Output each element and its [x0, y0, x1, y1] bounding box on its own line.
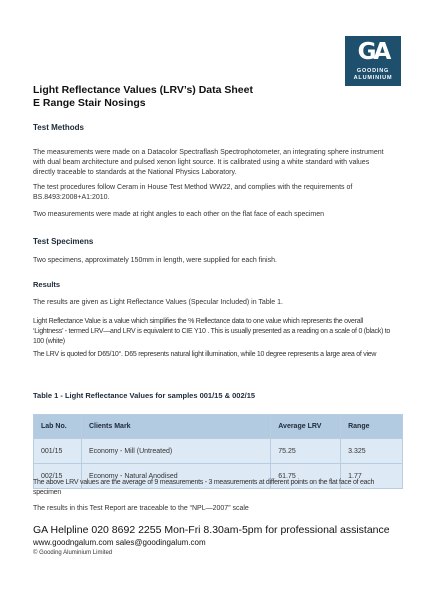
table-caption: Table 1 - Light Reflectance Values for samples 001/15 & 002/15	[33, 391, 256, 400]
cell-clients-mark: Economy - Mill (Untreated)	[81, 439, 270, 464]
cell-clients-mark: Economy - Natural Anodised	[81, 464, 270, 489]
document-subtitle: E Range Stair Nosings	[33, 97, 146, 109]
results-paragraph-3: The LRV is quoted for D65/10°. D65 represents natural light illumination, while 10 degree represents a large area of view	[33, 351, 377, 358]
test-methods-paragraph-3: Two measurements were made at right angles to each other on the flat face of each specimen	[33, 211, 325, 218]
header-range: Range	[341, 415, 403, 439]
logo-word-aluminium: ALUMINIUM	[353, 75, 393, 81]
logo-word-gooding: GOODING	[356, 68, 390, 74]
table-row	[34, 439, 403, 464]
test-methods-heading: Test Methods	[33, 123, 84, 132]
cell-average-lrv: 61.75	[271, 464, 341, 489]
contact-details[interactable]: www.goodngalum.com sales@goodingalum.com	[33, 538, 206, 547]
company-logo	[345, 36, 401, 86]
notes-paragraph-2: The results in this Test Report are traceable to the “NPL—2007” scale	[33, 505, 249, 512]
cell-lab-no: 001/15	[34, 439, 82, 464]
logo-mark: GA	[357, 39, 389, 65]
test-specimens-heading: Test Specimens	[33, 237, 94, 246]
cell-range: 1.77	[341, 464, 403, 489]
results-heading: Results	[33, 280, 61, 289]
header-lab-no: Lab No.	[34, 415, 82, 439]
test-methods-paragraph-2: The test procedures follow Ceram in House Test Method WW22, and complies with the requirements of BS.8493:2008+A1:2010.	[33, 184, 353, 202]
results-paragraph-1: The results are given as Light Reflectance Values (Specular Included) in Table 1.	[33, 299, 283, 306]
cell-average-lrv: 75.25	[271, 439, 341, 464]
test-methods-paragraph-1: The measurements were made on a Datacolor Spectraflash Spectrophotometer, an integrating sphere instrument with dual beam architecture and pulsed xenon light source. It is calibrated using a white standard with values directly traceable to standards at the National Physics Laboratory.	[33, 149, 384, 177]
document-title: Light Reflectance Values (LRV’s) Data Sheet	[33, 84, 253, 96]
cell-lab-no: 002/15	[34, 464, 82, 489]
cell-range: 3.325	[341, 439, 403, 464]
helpline-text: GA Helpline 020 8692 2255 Mon-Fri 8.30am-5pm for professional assistance	[33, 524, 390, 536]
results-paragraph-2: Light Reflectance Value is a value which simplifies the % Reflectance data to one value which represents the overall ‘Lightness’ - termed LRV—and LRV is equivalent to CIE Y10 . This is usually presented as a reading on a scale of 0 (black) to 100 (white)	[33, 318, 391, 346]
table-header-row	[34, 415, 403, 439]
copyright-notice: © Gooding Aluminium Limited	[33, 550, 113, 556]
header-average-lrv: Average LRV	[271, 415, 341, 439]
test-specimens-paragraph: Two specimens, approximately 150mm in length, were supplied for each finish.	[33, 257, 277, 264]
header-clients-mark: Clients Mark	[81, 415, 270, 439]
notes-paragraph-1: The above LRV values are the average of 9 measurements - 3 measurements at different points on the flat face of each specimen	[33, 479, 375, 497]
